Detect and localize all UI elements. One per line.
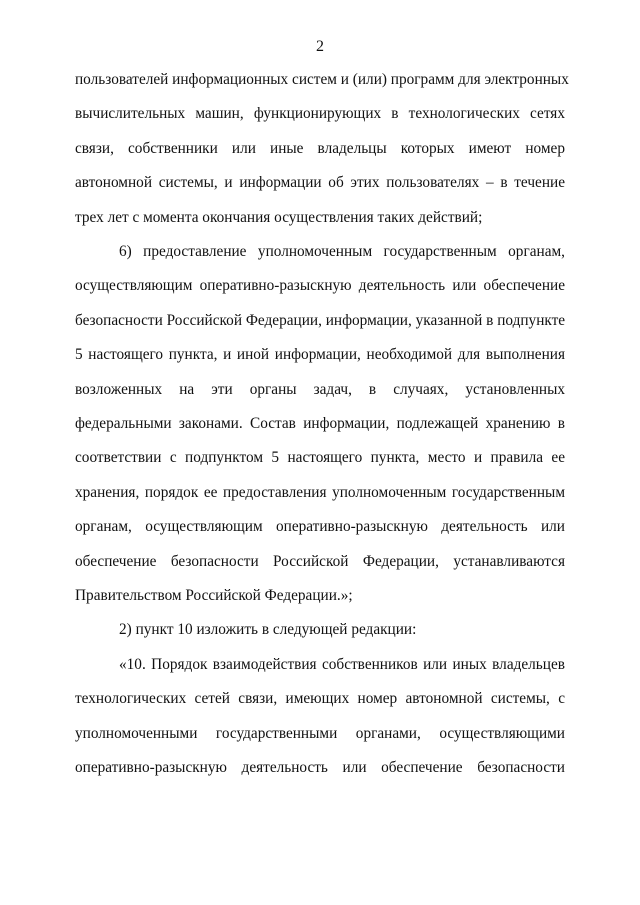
- paragraph-1-line: автономной системы, и информации об этих пользователях – в течение: [75, 174, 565, 192]
- paragraph-2-line: федеральными законами. Состав информации, подлежащей хранению в: [75, 415, 565, 432]
- paragraph-2-line: соответствии с подпунктом 5 настоящего пункта, место и правила ее: [75, 449, 565, 467]
- paragraph-1-line: трех лет с момента окончания осуществления таких действий;: [75, 208, 483, 226]
- paragraph-4-line: уполномоченными государственными органами, осуществляющими: [75, 724, 565, 742]
- paragraph-2-line: 6) предоставление уполномоченным государственным органам,: [119, 243, 565, 260]
- paragraph-2-line: Правительством Российской Федерации.»;: [75, 587, 353, 604]
- paragraph-2-line: безопасности Российской Федерации, информации, указанной в подпункте: [75, 311, 566, 329]
- paragraph-4-line: технологических сетей связи, имеющих номер автономной системы, с: [75, 690, 565, 708]
- paragraph-2-line: обеспечение безопасности Российской Федерации, устанавливаются: [75, 552, 565, 570]
- paragraph-1-line: связи, собственники или иные владельцы которых имеют номер: [75, 139, 565, 157]
- paragraph-3-line: 2) пункт 10 изложить в следующей редакции:: [119, 621, 417, 639]
- paragraph-1-line: вычислительных машин, функционирующих в технологических сетях: [75, 105, 565, 123]
- paragraph-2-line: органам, осуществляющим оперативно-разыскную деятельность или: [75, 518, 565, 536]
- paragraph-4-line: «10. Порядок взаимодействия собственников или иных владельцев: [119, 655, 565, 673]
- paragraph-4-line: оперативно-разыскную деятельность или обеспечение безопасности: [75, 759, 565, 776]
- paragraph-2-line: хранения, порядок ее предоставления уполномоченным государственным: [75, 483, 565, 501]
- paragraph-1-line: пользователей информационных систем и (или) программ для электронных: [75, 71, 569, 88]
- paragraph-2-line: осуществляющим оперативно-разыскную деятельность или обеспечение: [75, 277, 565, 295]
- page-number: 2: [316, 38, 324, 55]
- paragraph-2-line: возложенных на эти органы задач, в случаях, установленных: [75, 380, 565, 398]
- paragraph-2-line: 5 настоящего пункта, и иной информации, необходимой для выполнения: [75, 346, 565, 364]
